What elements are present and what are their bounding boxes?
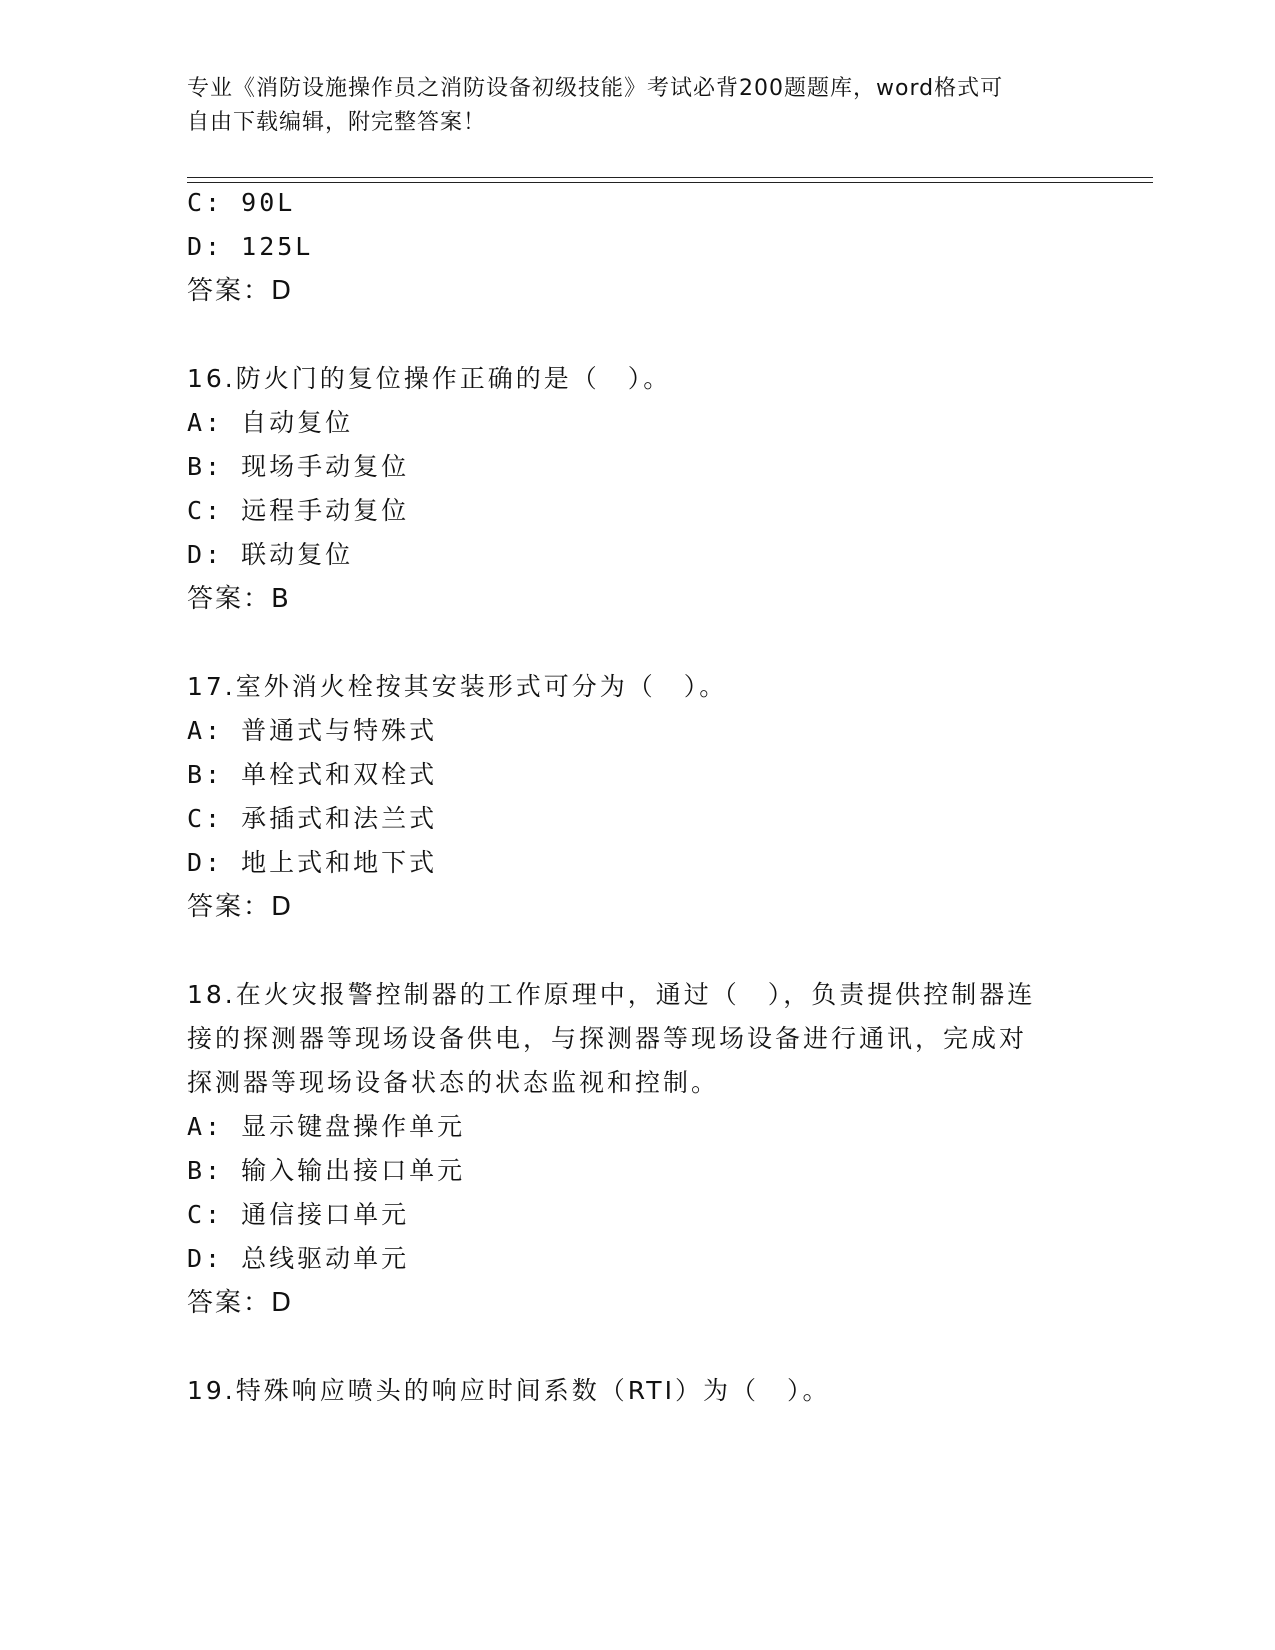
q17-answer: 答案：D [187, 892, 294, 922]
q16-option-d: D: 联动复位 [187, 540, 354, 569]
q16-option-c: C: 远程手动复位 [187, 496, 410, 525]
q18-stem-line-3: 探测器等现场设备状态的状态监视和控制。 [187, 1068, 720, 1097]
q18-option-d: D: 总线驱动单元 [187, 1244, 410, 1273]
q18-option-b: B: 输入输出接口单元 [187, 1156, 466, 1185]
q17-option-a: A: 普通式与特殊式 [187, 716, 438, 745]
q18-option-a: A: 显示键盘操作单元 [187, 1112, 466, 1141]
prev-answer: 答案：D [187, 276, 294, 306]
q18-stem-line-1: 18.在火灾报警控制器的工作原理中，通过（ ），负责提供控制器连 [187, 980, 1036, 1009]
q19-stem: 19.特殊响应喷头的响应时间系数（RTI）为（ ）。 [187, 1376, 831, 1405]
q17-option-b: B: 单栓式和双栓式 [187, 760, 438, 789]
header-rule-bottom [187, 182, 1153, 183]
q18-stem-line-2: 接的探测器等现场设备供电，与探测器等现场设备进行通讯，完成对 [187, 1024, 1028, 1053]
header-rule-top [187, 177, 1153, 178]
header-line-2: 自由下载编辑，附完整答案！ [187, 110, 487, 135]
prev-option-d: D: 125L [187, 232, 314, 261]
q17-option-c: C: 承插式和法兰式 [187, 804, 438, 833]
q16-option-b: B: 现场手动复位 [187, 452, 410, 481]
document-header [187, 72, 1067, 140]
prev-option-c: C: 90L [187, 188, 296, 217]
q17-option-d: D: 地上式和地下式 [187, 848, 438, 877]
q18-answer: 答案：D [187, 1288, 294, 1318]
header-line-1: 专业《消防设施操作员之消防设备初级技能》考试必背200题题库，word格式可 [187, 76, 1004, 101]
q16-option-a: A: 自动复位 [187, 408, 354, 437]
q17-stem: 17.室外消火栓按其安装形式可分为（ ）。 [187, 672, 728, 701]
q16-stem: 16.防火门的复位操作正确的是（ ）。 [187, 364, 672, 393]
q16-answer: 答案：B [187, 584, 291, 614]
q18-option-c: C: 通信接口单元 [187, 1200, 410, 1229]
